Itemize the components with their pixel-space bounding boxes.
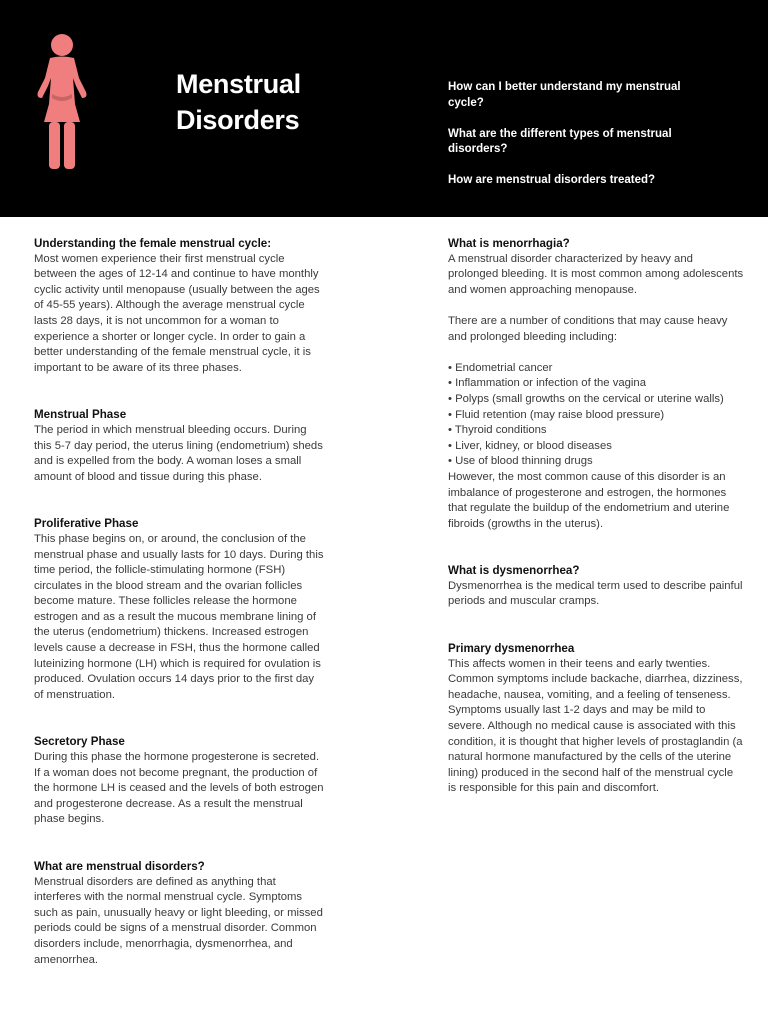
woman-figure-icon [32,34,92,170]
section-heading: Menstrual Phase [34,408,127,422]
section-menstrual-disorders [34,859,324,968]
section-text: Menstrual disorders are defined as anything that interferes with the normal menstrual cycle. Symptoms such as pain, unusually heavy or light bleeding, or missed periods could be signs of a menstrual disorder. Common disorders include, menorrhagia, dysmenorrhea, and amenorrhea. [34,875,323,966]
left-column [34,236,324,999]
section-secretory-phase [34,734,324,828]
question-2: What are the different types of menstrual disorders? [448,127,672,155]
list-item: • Inflammation or infection of the vagina [448,376,744,392]
key-questions [448,80,718,204]
section-text: Dysmenorrhea is the medical term used to describe painful periods and muscular cramps. [448,579,743,608]
section-primary-dysmenorrhea [448,641,744,797]
question-1: How can I better understand my menstrual cycle? [448,81,681,109]
section-text: There are a number of conditions that may cause heavy and prolonged bleeding including: [448,314,728,343]
section-text: However, the most common cause of this disorder is an imbalance of progesterone and estrogen, the hormones that regulate the buildup of the endometrium and uterine fibroids (growths in the uterus). [448,470,730,530]
section-understanding-cycle [34,236,324,376]
section-heading: What is dysmenorrhea? [448,564,580,578]
list-item: • Thyroid conditions [448,423,744,439]
section-heading: Secretory Phase [34,735,125,749]
list-item: • Endometrial cancer [448,361,744,377]
question-3: How are menstrual disorders treated? [448,174,656,186]
list-item: • Polyps (small growths on the cervical or uterine walls) [448,392,744,408]
section-text: A menstrual disorder characterized by heavy and prolonged bleeding. It is most common among adolescents and women approaching menopause. [448,252,744,296]
section-text: This phase begins on, or around, the conclusion of the menstrual phase and usually lasts for 10 days. During this time period, the follicle-stimulating hormone (FSH) circulates in the blood stream and the ovarian follicles become mature. These follicles release the hormone estrogen and as a result the mucous membrane lining of the uterus (endometrium) thickens. Increased estrogen levels cause a decrease in FSH, thus the hormone called luteinizing hormone (LH) which is required for ovulation is produced. Ovulation occurs 14 days prior to the first day of menstruation. [34,532,324,701]
list-item: • Use of blood thinning drugs [448,454,744,470]
section-heading: Proliferative Phase [34,517,139,531]
section-text: During this phase the hormone progesterone is secreted. If a woman does not become pregnant, the production of the hormone LH is ceased and the levels of both estrogen and progesterone decrease. As a result the menstrual phase begins. [34,751,324,826]
section-heading: Primary dysmenorrhea [448,642,575,656]
title-line-2: Disorders [176,105,300,135]
list-item: • Fluid retention (may raise blood pressure) [448,408,744,424]
section-heading: What are menstrual disorders? [34,860,205,873]
list-item: • Liver, kidney, or blood diseases [448,439,744,455]
section-text: Most women experience their first menstrual cycle between the ages of 12-14 and continue to have monthly cyclic activity until menopause (usually between the ages of 45-55 years). Although the average menstrual cycle lasts 28 days, it is not uncommon for a woman to experience a shorter or longer cycle. In order to gain a better understanding of the female menstrual cycle, it is important to be aware of its three phases. [34,252,320,374]
section-text: The period in which menstrual bleeding occurs. During this 5-7 day period, the uterus lining (endometrium) sheds and is expelled from the body. A woman loses a small amount of blood and tissue during this phase. [34,423,323,483]
section-dysmenorrhea [448,563,744,610]
section-menstrual-phase [34,407,324,485]
right-column [448,236,744,828]
section-menorrhagia [448,236,744,532]
section-proliferative-phase [34,516,324,703]
section-text: This affects women in their teens and early twenties. Common symptoms include backache, diarrhea, dizziness, headache, nausea, vomiting, and a feeling of tenseness. Symptoms usually last 1-2 days and may be mild to severe. Although no medical cause is associated with this condition, it is thought that higher levels of prostaglandin (a natural hormone manufactured by the cells of the uterine lining) produced in the second half of the menstrual cycle is responsible for this pain and discomfort. [448,657,743,795]
section-heading: What is menorrhagia? [448,237,570,250]
section-heading: Understanding the female menstrual cycle: [34,237,272,250]
header-banner [0,0,768,217]
causes-list [448,361,744,470]
title-line-1: Menstrual [176,69,301,99]
page-title [176,66,301,138]
